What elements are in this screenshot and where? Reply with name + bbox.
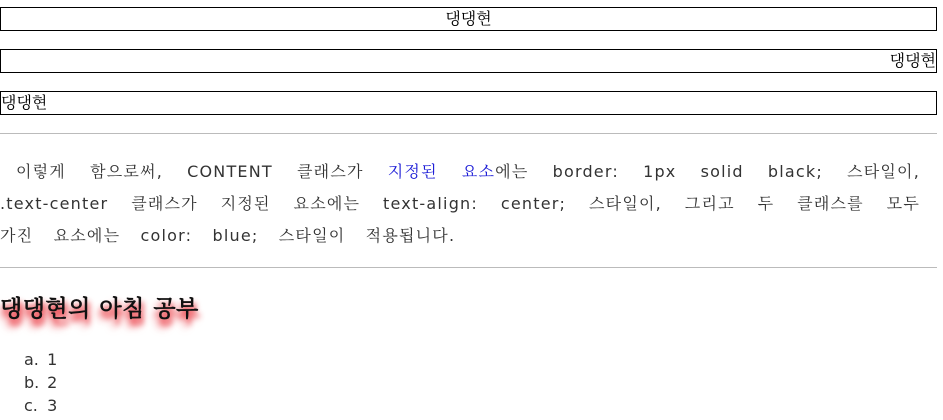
content-box-left: 댕댕현	[0, 91, 937, 115]
explanation-paragraph	[0, 156, 920, 252]
list-item	[0, 394, 57, 417]
content-box-center: 댕댕현	[0, 7, 937, 31]
content-box-right: 댕댕현	[0, 49, 937, 73]
list-item	[0, 371, 57, 394]
page-heading: 댕댕현의 아침 공부	[0, 296, 199, 322]
list-marker: b.	[24, 373, 40, 392]
list-marker: c.	[24, 396, 38, 415]
list-marker: a.	[24, 350, 39, 369]
divider-bottom	[0, 267, 937, 268]
paragraph-part-2: 에는 border: 1px solid black; 스타일이, .text-center 클래스가 지정된 요소에는 text-align: center; 스타일이, 그리고 두 클래스를 모두 가진 요소에는 color: blue; 스타일이 적용됩니다.	[0, 162, 920, 245]
list-item-label: 3	[47, 396, 58, 415]
ordered-list	[0, 348, 57, 417]
paragraph-blue-part: 지정된 요소	[387, 162, 496, 181]
list-item	[0, 348, 57, 371]
paragraph-part-1: 이렇게 함으로써, CONTENT 클래스가	[16, 162, 388, 181]
divider-top	[0, 133, 937, 134]
list-item-label: 1	[47, 350, 58, 369]
list-item-label: 2	[47, 373, 58, 392]
